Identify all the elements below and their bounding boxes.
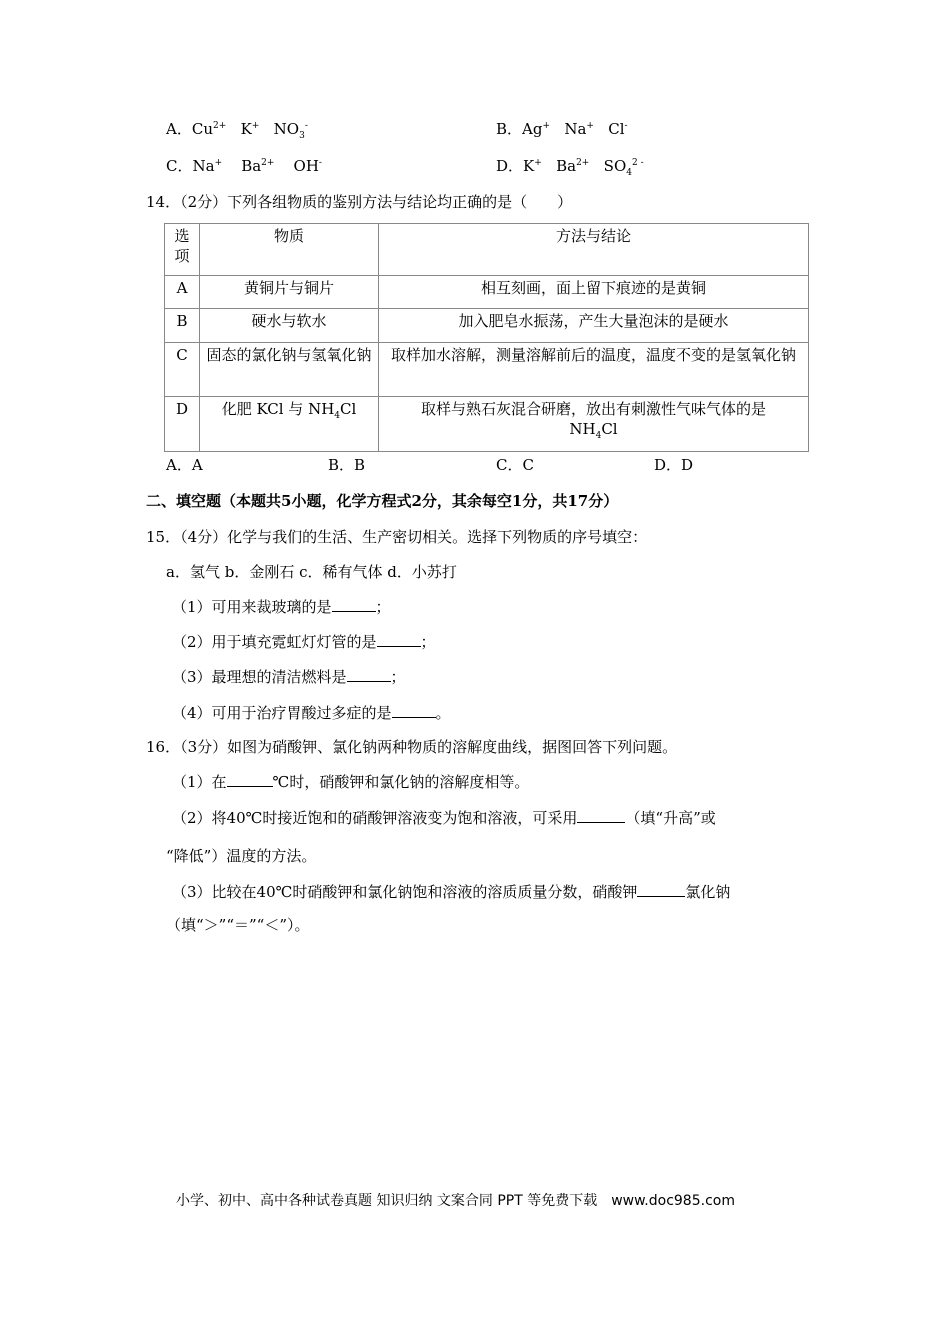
row-option: A <box>165 276 200 309</box>
footer: 小学、初中、高中各种试卷真题 知识归纳 文案合同 PPT 等免费下载 www.doc985.com <box>176 1193 735 1209</box>
question-15-stem: 15．（4分）化学与我们的生活、生产密切相关。选择下列物质的序号填空： <box>146 528 648 546</box>
question-15-item: （3）最理想的清洁燃料是 ； <box>172 668 406 686</box>
option-a: A．$Cu^{2+}$ K+ $NO_3^-$ <box>166 120 308 141</box>
row-substance: 固态的氯化钠与氢氧化钠 <box>200 343 379 397</box>
identification-table <box>164 223 809 452</box>
question-15-item: （1）可用来裁玻璃的是 ； <box>172 598 391 616</box>
answer-blank[interactable] <box>227 772 273 787</box>
answer-a: A．A <box>166 456 203 474</box>
option-c: C．Na+ $Ba^{2+}$ OH- <box>166 157 322 175</box>
header-option: 选 项 <box>165 224 200 276</box>
option-d: D．K+ $Ba^{2+}$ $SO_4^{2 -}$ <box>496 157 644 178</box>
table-row <box>165 343 809 397</box>
row-method: 取样与熟石灰混合研磨，放出有刺激性气味气体的是 $NH_4Cl$ <box>379 397 809 452</box>
table-header-row <box>165 224 809 276</box>
question-15-choices: a．氢气 b．金刚石 c．稀有气体 d．小苏打 <box>166 563 457 581</box>
row-substance: 硬水与软水 <box>200 309 379 343</box>
option-b: B．Ag+ Na+ Cl- <box>496 120 628 138</box>
row-method: 加入肥皂水振荡，产生大量泡沫的是硬水 <box>379 309 809 343</box>
answer-blank[interactable] <box>577 808 625 823</box>
table-row <box>165 276 809 309</box>
section-title: 二、填空题（本题共5小题，化学方程式2分，其余每空1分，共17分） <box>146 492 619 510</box>
answer-c: C．C <box>496 456 534 474</box>
row-substance: 黄铜片与铜片 <box>200 276 379 309</box>
question-16-item: （2）将40℃时接近饱和的硝酸钾溶液变为饱和溶液，可采用 （填“升高”或 <box>172 809 716 827</box>
table-row <box>165 309 809 343</box>
answer-b: B．B <box>328 456 366 474</box>
header-substance: 物质 <box>200 224 379 276</box>
question-14-stem: 14．（2分）下列各组物质的鉴别方法与结论均正确的是（ ） <box>146 193 573 211</box>
answer-blank[interactable] <box>392 703 436 718</box>
answer-d: D．D <box>654 456 694 474</box>
question-16-item-cont: “降低”）温度的方法。 <box>166 847 317 865</box>
answer-blank[interactable] <box>377 632 421 647</box>
row-substance: 化肥 KCl 与 $NH_4Cl$ <box>200 397 379 452</box>
table-row <box>165 397 809 452</box>
question-16-item: （1）在 ℃时，硝酸钾和氯化钠的溶解度相等。 <box>172 773 530 791</box>
row-option: B <box>165 309 200 343</box>
answer-blank[interactable] <box>347 667 391 682</box>
row-method: 相互刻画，面上留下痕迹的是黄铜 <box>379 276 809 309</box>
header-method: 方法与结论 <box>379 224 809 276</box>
answer-blank[interactable] <box>332 597 376 612</box>
question-16-stem: 16．（3分）如图为硝酸钾、氯化钠两种物质的溶解度曲线，据图回答下列问题。 <box>146 738 678 756</box>
row-option: C <box>165 343 200 397</box>
row-method: 取样加水溶解，测量溶解前后的温度，温度不变的是氢氧化钠 <box>379 343 809 397</box>
question-15-item: （4）可用于治疗胃酸过多症的是 。 <box>172 704 451 722</box>
question-15-item: （2）用于填充霓虹灯灯管的是 ； <box>172 633 436 651</box>
question-16-item: （3）比较在40℃时硝酸钾和氯化钠饱和溶液的溶质质量分数，硝酸钾 氯化钠 <box>172 883 731 901</box>
answer-blank[interactable] <box>637 882 685 897</box>
row-option: D <box>165 397 200 452</box>
question-16-item-cont: （填“＞”“＝”“＜”）。 <box>166 916 310 934</box>
